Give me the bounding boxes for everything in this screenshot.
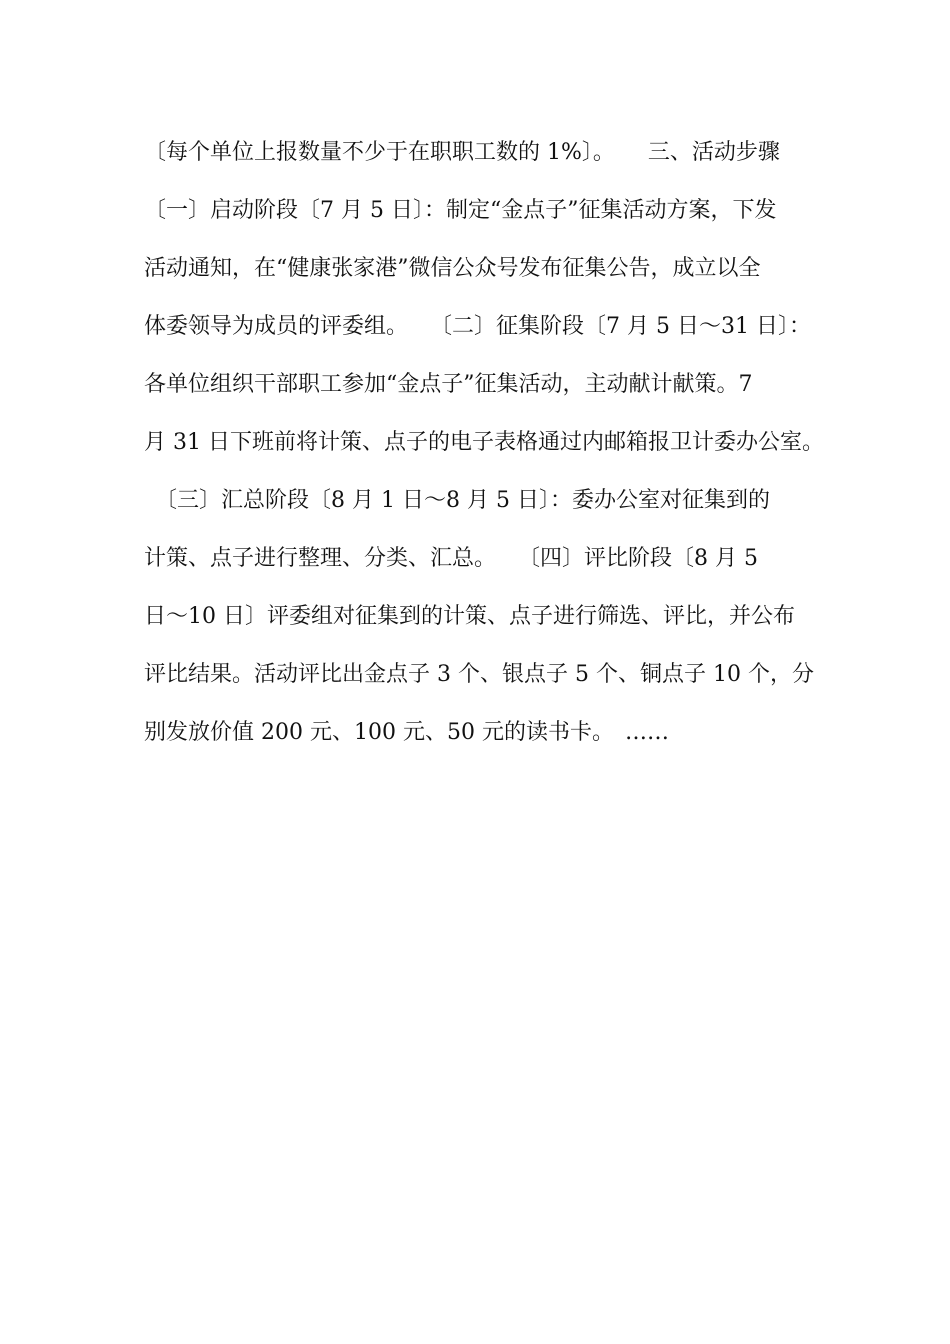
text-line: 活动通知，在“健康张家港”微信公众号发布征集公告，成立以全 (144, 256, 761, 281)
text-line: 〔三〕汇总阶段〔8 月 1 日～8 月 5 日〕：委办公室对征集到的 (144, 488, 770, 513)
text-line: 各单位组织干部职工参加“金点子”征集活动，主动献计献策。7 (144, 372, 753, 397)
text-line: 别发放价值 200 元、100 元、50 元的读书卡。 …… (144, 720, 669, 745)
text-line: 体委领导为成员的评委组。 〔二〕征集阶段〔7 月 5 日～31 日〕： (144, 314, 811, 339)
text-line: 评比结果。活动评比出金点子 3 个、银点子 5 个、铜点子 10 个，分 (144, 662, 814, 687)
text-line: 月 31 日下班前将计策、点子的电子表格通过内邮箱报卫计委办公室。 (144, 430, 824, 455)
body-text (144, 130, 844, 768)
text-line: 计策、点子进行整理、分类、汇总。 〔四〕评比阶段〔8 月 5 (144, 546, 758, 571)
text-line: 〔每个单位上报数量不少于在职职工数的 1%〕。 三、活动步骤 (144, 140, 780, 165)
text-line: 〔一〕启动阶段〔7 月 5 日〕：制定“金点子”征集活动方案，下发 (144, 198, 777, 223)
text-line: 日～10 日〕评委组对征集到的计策、点子进行筛选、评比，并公布 (144, 604, 795, 629)
